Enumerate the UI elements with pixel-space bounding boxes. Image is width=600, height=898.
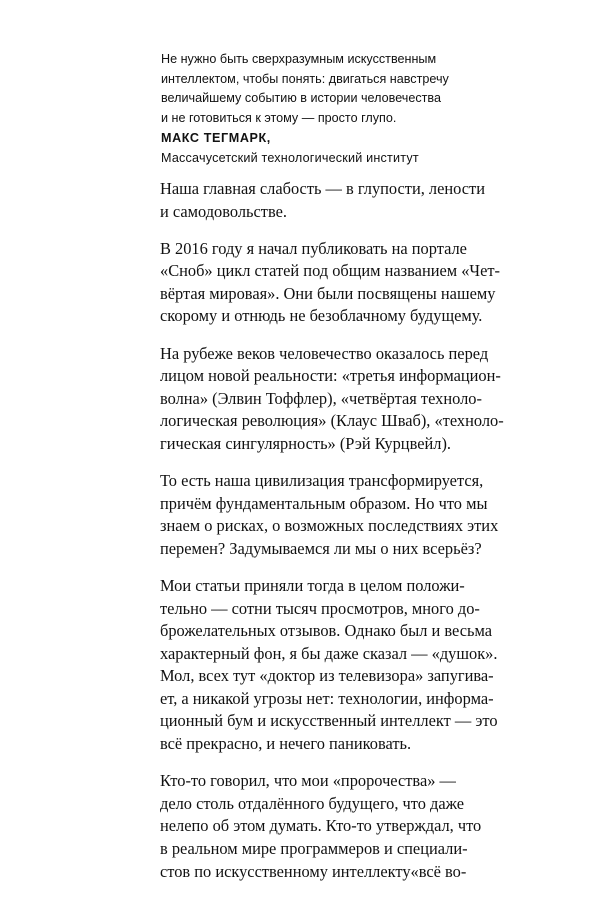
text-line: брожелательных отзывов. Однако был и весьма bbox=[160, 621, 493, 641]
text-line: Наша главная слабость — в глупости, лености bbox=[160, 179, 485, 198]
text-line: нелепо об этом думать. Кто-то утверждал, что bbox=[160, 816, 482, 836]
text-line: Кто-то говорил, что мои «пророчества» — bbox=[160, 771, 456, 791]
epigraph-quote-line: интеллектом, чтобы понять: двигаться навстречу bbox=[161, 71, 449, 86]
text-line: дело столь отдалённого будущего, что даже bbox=[160, 793, 465, 813]
text-line: характерный фон, я бы даже сказал — «душок». bbox=[160, 643, 498, 663]
epigraph-quote-line: величайшему событию в истории человечества bbox=[161, 91, 441, 106]
text-line: На рубеже веков человечество оказалось перед bbox=[160, 343, 489, 363]
epigraph bbox=[161, 50, 561, 169]
text-line: гическая сингулярность» (Рэй Курцвейл). bbox=[160, 433, 452, 453]
text-line: В 2016 году я начал публиковать на портале bbox=[160, 238, 467, 258]
text-line: Мои статьи приняли тогда в целом положи- bbox=[160, 575, 465, 595]
epigraph-quote-line: и не готовиться к этому — просто глупо. bbox=[161, 110, 397, 125]
epigraph-author: МАКС ТЕГМАРК, bbox=[161, 131, 271, 146]
paragraph bbox=[160, 470, 580, 560]
epigraph-affiliation: Массачусетский технологический институт bbox=[161, 150, 419, 165]
text-line: всё прекрасно, и нечего паниковать. bbox=[160, 734, 412, 754]
text-line: перемен? Задумываемся ли мы о них всерьёз? bbox=[160, 538, 482, 558]
paragraph bbox=[160, 178, 580, 223]
text-line: тельно — сотни тысяч просмотров, много до- bbox=[160, 598, 480, 618]
text-line: в реальном мире программеров и специали- bbox=[160, 838, 468, 858]
text-line: ет, а никакой угрозы нет: технологии, информа- bbox=[160, 688, 494, 708]
text-line: ционный бум и искусственный интеллект — это bbox=[160, 711, 498, 731]
paragraph bbox=[160, 575, 580, 756]
text-line: волна» (Элвин Тоффлер), «четвёртая техноло- bbox=[160, 388, 482, 408]
text-line: Мол, всех тут «доктор из телевизора» запугива- bbox=[160, 666, 494, 686]
paragraph bbox=[160, 238, 580, 328]
text-line: стов по искусственному интеллекту«всё во- bbox=[160, 861, 467, 881]
epigraph-quote-line: Не нужно быть сверхразумным искусственным bbox=[161, 52, 437, 66]
text-line: То есть наша цивилизация трансформируется, bbox=[160, 471, 484, 491]
body-text bbox=[160, 178, 580, 898]
text-line: скорому и отнюдь не безоблачному будущему. bbox=[160, 306, 483, 326]
text-line: причём фундаментальным образом. Но что мы bbox=[160, 493, 488, 513]
paragraph bbox=[160, 343, 580, 456]
text-line: «Сноб» цикл статей под общим названием «Чет- bbox=[160, 261, 500, 281]
text-line: знаем о рисках, о возможных последствиях этих bbox=[160, 516, 499, 536]
text-line: и самодовольстве. bbox=[160, 201, 287, 221]
paragraph bbox=[160, 770, 580, 883]
text-line: лицом новой реальности: «третья информацион- bbox=[160, 366, 501, 386]
text-line: вёртая мировая». Они были посвящены нашему bbox=[160, 283, 496, 303]
text-line: логическая революция» (Клаус Шваб), «техноло- bbox=[160, 411, 504, 431]
